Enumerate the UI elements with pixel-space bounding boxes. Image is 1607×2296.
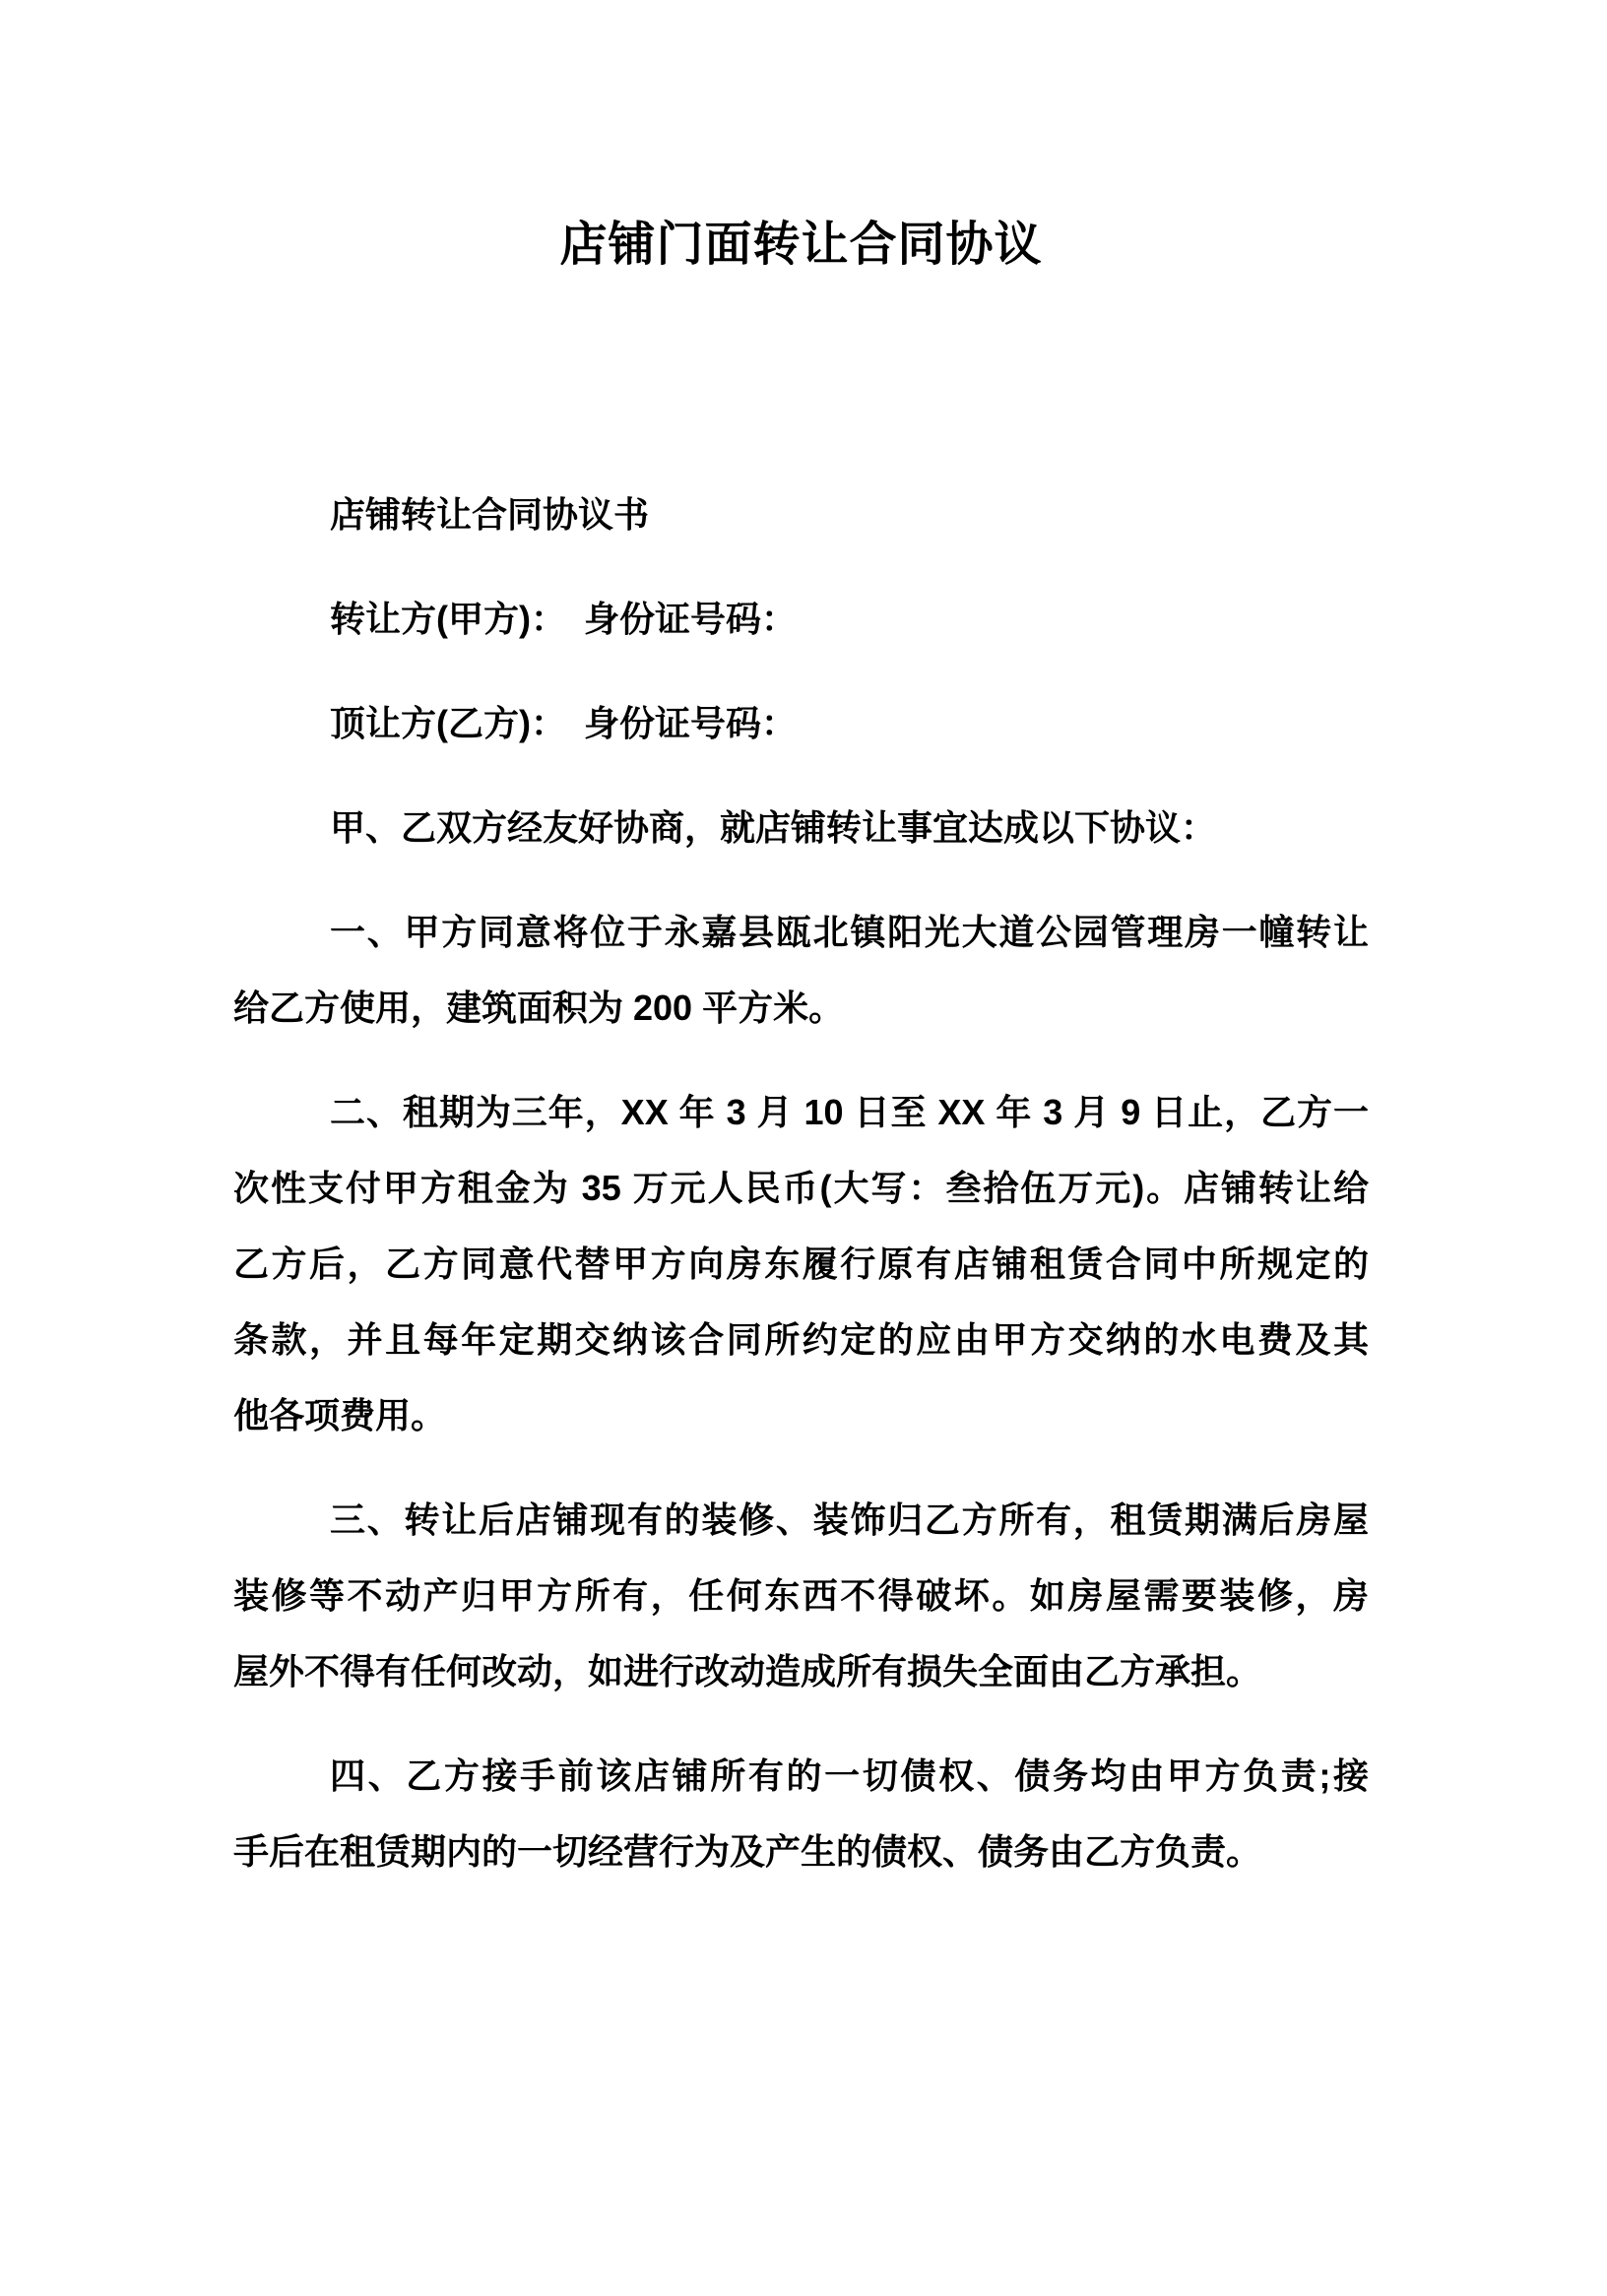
text-line: 三、转让后店铺现有的装修、装饰归乙方所有，租赁期满后房屋 [330, 1499, 1369, 1540]
text-line: 转让方(甲方)： 身份证号码： [330, 599, 797, 639]
text-line: 四、乙方接手前该店铺所有的一切债权、债务均由甲方负责;接 [330, 1755, 1369, 1796]
text-line: 给乙方使用，建筑面积为 200 平方米。 [233, 988, 845, 1028]
document-paragraph [233, 477, 1369, 552]
text-line: 屋外不得有任何改动，如进行改动造成所有损失全面由乙方承担。 [233, 1651, 1262, 1691]
text-line: 店铺转让合同协议书 [330, 494, 650, 535]
document-paragraph [233, 1738, 1369, 1889]
document-paragraph [233, 894, 1369, 1046]
text-line: 条款，并且每年定期交纳该合同所约定的应由甲方交纳的水电费及其 [233, 1319, 1369, 1360]
text-line: 他各项费用。 [233, 1395, 447, 1435]
document-page [0, 217, 1607, 2296]
text-line: 次性支付甲方租金为 35 万元人民币(大写：叁拾伍万元)。店铺转让给 [233, 1168, 1369, 1208]
document-paragraph [233, 1074, 1369, 1453]
document-paragraph [233, 1482, 1369, 1709]
text-line: 二、租期为三年，XX 年 3 月 10 日至 XX 年 3 月 9 日止，乙方一 [330, 1092, 1369, 1132]
document-title: 店铺门面转让合同协议 [559, 219, 1043, 271]
text-line: 一、甲方同意将位于永嘉县瓯北镇阳光大道公园管理房一幢转让 [330, 912, 1369, 952]
document-paragraph [233, 685, 1369, 761]
text-line: 手后在租赁期内的一切经营行为及产生的债权、债务由乙方负责。 [233, 1831, 1262, 1872]
document-paragraph [233, 581, 1369, 657]
document-paragraph [233, 790, 1369, 865]
text-line: 甲、乙双方经友好协商，就店铺转让事宜达成以下协议： [330, 807, 1217, 848]
document-body [233, 477, 1369, 1889]
text-line: 乙方后，乙方同意代替甲方向房东履行原有店铺租赁合同中所规定的 [233, 1244, 1369, 1284]
text-line: 装修等不动产归甲方所有，任何东西不得破坏。如房屋需要装修，房 [233, 1575, 1369, 1616]
text-line: 顶让方(乙方)： 身份证号码： [330, 703, 797, 743]
